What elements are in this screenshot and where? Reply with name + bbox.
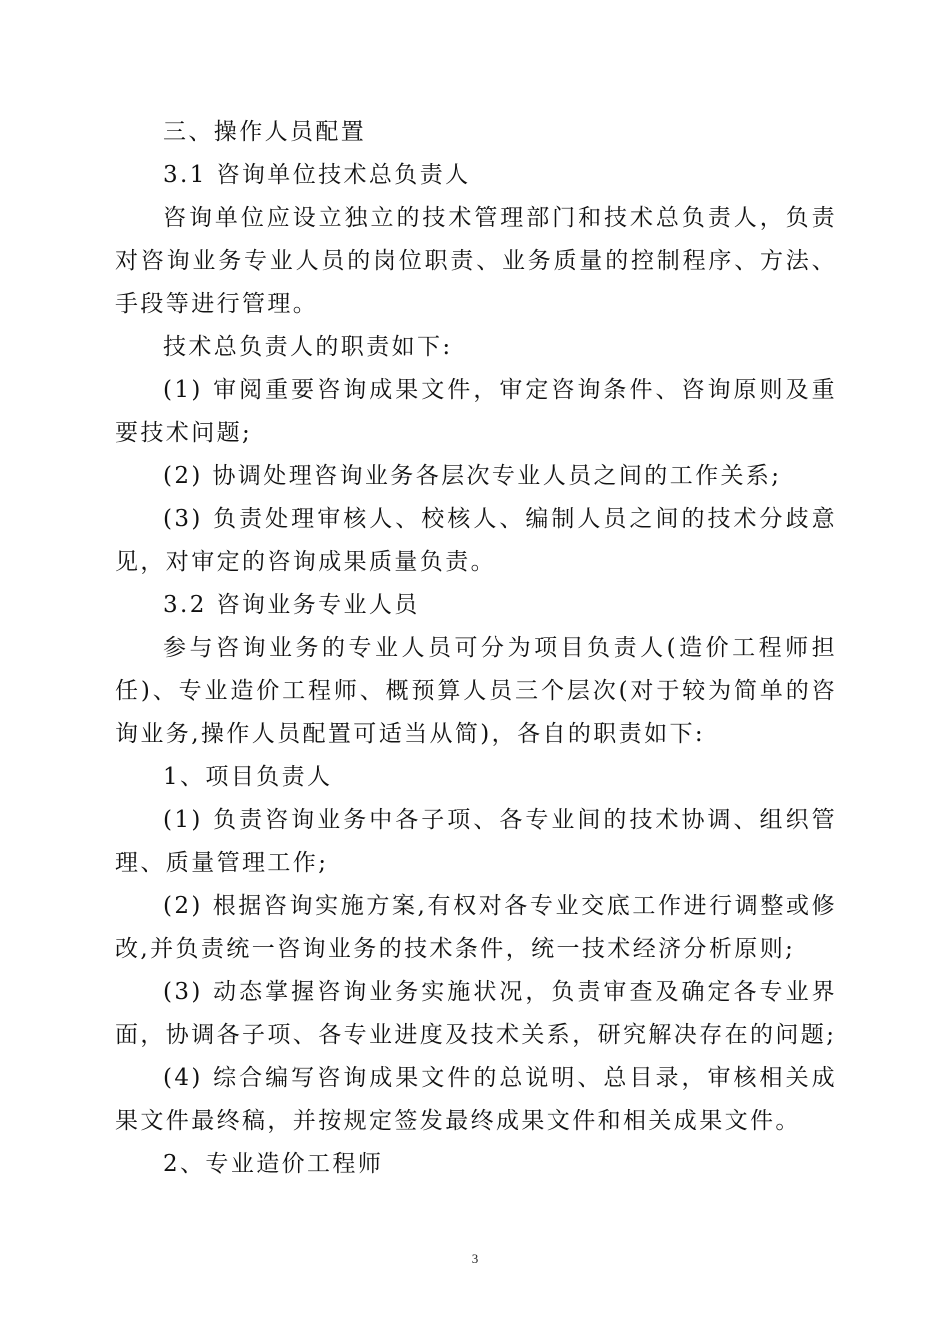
list-item: (1) 负责咨询业务中各子项、各专业间的技术协调、组织管理、质量管理工作; — [115, 807, 837, 876]
item-heading: 1、项目负责人 — [163, 764, 333, 790]
paragraph: 技术总负责人的职责如下: — [163, 334, 453, 360]
list-item: (2) 协调处理咨询业务各层次专业人员之间的工作关系; — [163, 463, 782, 489]
subsection-heading-3-2: 3.2 咨询业务专业人员 — [163, 592, 420, 618]
list-item: (2) 根据咨询实施方案,有权对各专业交底工作进行调整或修改,并负责统一咨询业务的技术条件，统一技术经济分析原则; — [115, 893, 837, 962]
item-heading: 2、专业造价工程师 — [163, 1151, 384, 1177]
section-heading: 三、操作人员配置 — [163, 119, 367, 145]
document-body — [115, 111, 837, 1186]
list-item: (4) 综合编写咨询成果文件的总说明、总目录，审核相关成果文件最终稿，并按规定签发最终成果文件和相关成果文件。 — [115, 1065, 837, 1134]
paragraph: 咨询单位应设立独立的技术管理部门和技术总负责人，负责对咨询业务专业人员的岗位职责、业务质量的控制程序、方法、手段等进行管理。 — [115, 205, 837, 317]
list-item: (1) 审阅重要咨询成果文件，审定咨询条件、咨询原则及重要技术问题; — [115, 377, 837, 446]
list-item: (3) 负责处理审核人、校核人、编制人员之间的技术分歧意见，对审定的咨询成果质量负责。 — [115, 506, 837, 575]
page-number: 3 — [471, 1251, 479, 1266]
list-item: (3) 动态掌握咨询业务实施状况，负责审查及确定各专业界面，协调各子项、各专业进度及技术关系，研究解决存在的问题; — [115, 979, 837, 1048]
subsection-heading-3-1: 3.1 咨询单位技术总负责人 — [163, 162, 471, 188]
paragraph: 参与咨询业务的专业人员可分为项目负责人(造价工程师担任)、专业造价工程师、概预算人员三个层次(对于较为简单的咨询业务,操作人员配置可适当从简)，各自的职责如下: — [115, 635, 837, 747]
